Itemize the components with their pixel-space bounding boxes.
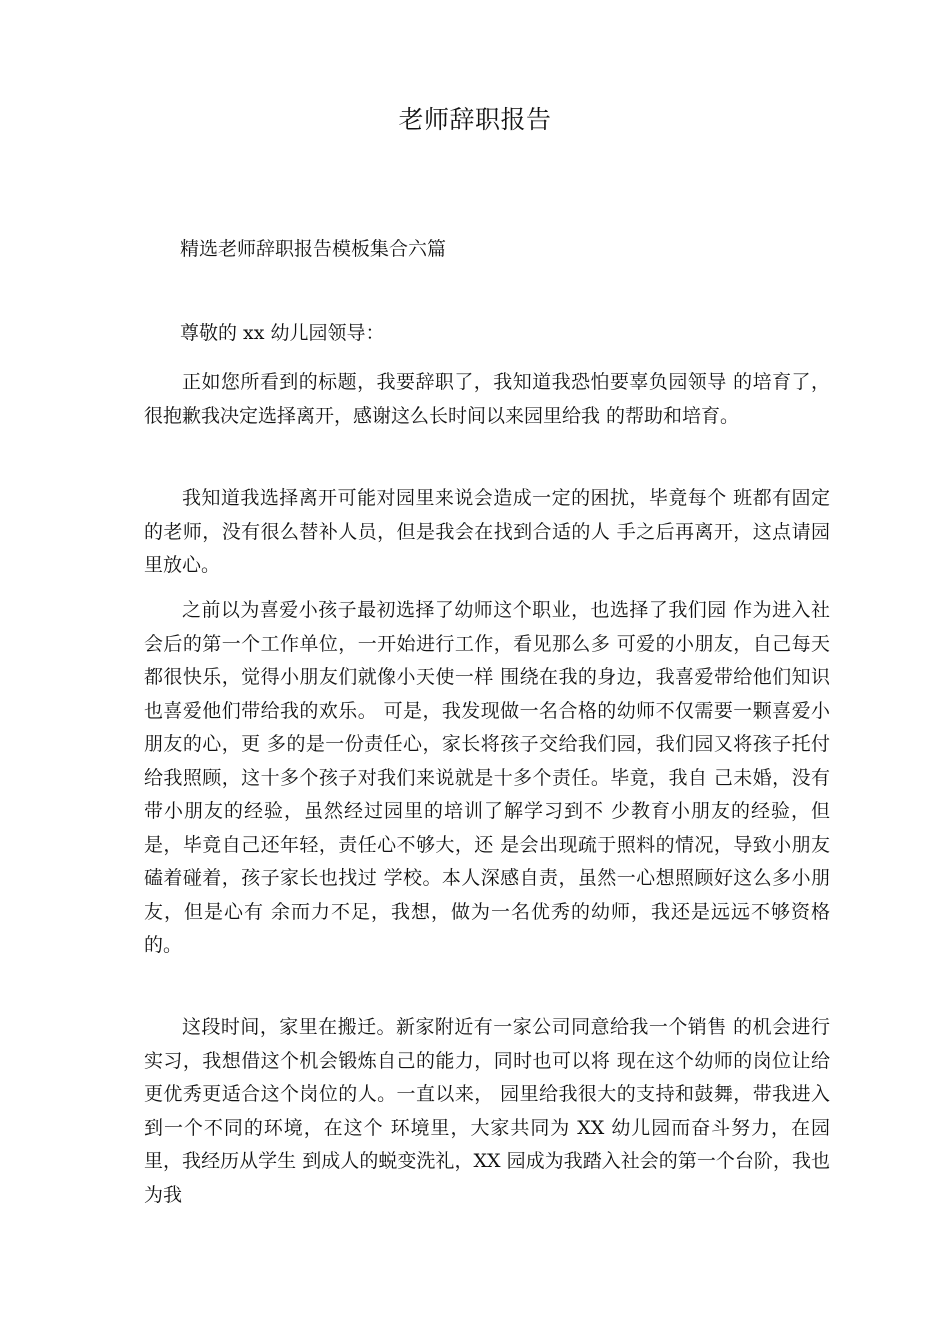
document-subtitle: 精选老师辞职报告模板集合六篇 (180, 238, 447, 260)
body-paragraph: 正如您所看到的标题，我要辞职了，我知道我恐怕要辜负园领导 的培育了，很抱歉我决定选择离开，感谢这么长时间以来园里给我 的帮助和培育。 (144, 371, 830, 427)
body-paragraph: 之前以为喜爱小孩子最初选择了幼师这个职业，也选择了我们园 作为进入社会后的第一个工作单位，一开始进行工作，看见那么多 可爱的小朋友，自己每天都很快乐，觉得小朋友们就像小天使一样 围绕在我的身边，我喜爱带给他们知识也喜爱他们带给我的欢乐。 可是，我发现做一名合格的幼师不仅需要一颗喜爱小朋友的心，更 多的是一份责任心，家长将孩子交给我们园，我们园又将孩子托付 给我照顾，这十多个孩子对我们来说就是十多个责任。毕竟，我自 己未婚，没有带小朋友的经验，虽然经过园里的培训了解学习到不 少教育小朋友的经验，但是，毕竟自己还年轻，责任心不够大，还 是会出现疏于照料的情况，导致小朋友磕着碰着，孩子家长也找过 学校。本人深感自责，虽然一心想照顾好这么多小朋友，但是心有 余而力不足，我想，做为一名优秀的幼师，我还是远远不够资格的。 (144, 599, 830, 956)
document-title: 老师辞职报告 (398, 105, 552, 134)
body-paragraph: 我知道我选择离开可能对园里来说会造成一定的困扰，毕竟每个 班都有固定的老师，没有很么替补人员，但是我会在找到合适的人 手之后再离开，这点请园里放心。 (144, 487, 830, 576)
body-paragraph: 这段时间，家里在搬迁。新家附近有一家公司同意给我一个销售 的机会进行实习，我想借这个机会锻炼自己的能力，同时也可以将 现在这个幼师的岗位让给更优秀更适合这个岗位的人。一直以来， 园里给我很大的支持和鼓舞，带我进入到一个不同的环境，在这个 环境里，大家共同为 XX 幼儿园而奋斗努力，在园里，我经历从学生 到成人的蜕变洗礼，XX 园成为我踏入社会的第一个台阶，我也为我 (144, 1016, 830, 1206)
salutation: 尊敬的 xx 幼儿园领导： (180, 322, 385, 344)
